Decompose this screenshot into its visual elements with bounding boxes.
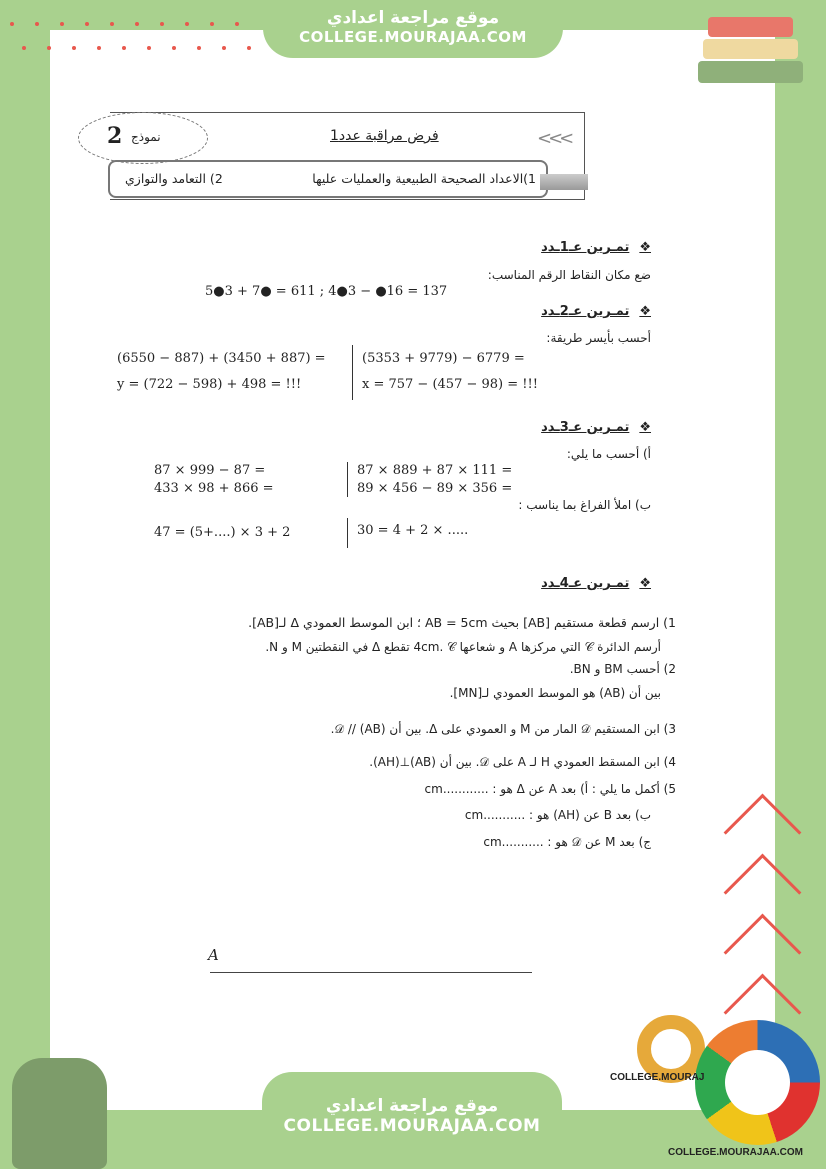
- divider: [352, 345, 353, 400]
- exercise-1-label: تمـرين عـ1ـدد: [541, 240, 630, 255]
- ex3-a-right-1: 87 × 889 + 87 × 111 =: [357, 463, 513, 478]
- ex4-line: ج) بعد M عن 𝒟 هو : ...........cm: [483, 835, 651, 849]
- ex4-line: 2) أحسب BM و BN.: [569, 662, 676, 676]
- decorative-dots: [0, 22, 270, 62]
- ex1-math: 5●3 + 7● = 611 ; 4●3 − ●16 = 137: [205, 284, 448, 299]
- logo-text-small: COLLEGE.MOURAJ: [610, 1072, 705, 1083]
- exercise-4-title: [541, 576, 651, 591]
- model-oval: [78, 112, 208, 164]
- site-url[interactable]: COLLEGE.MOURAJAA.COM: [283, 1116, 541, 1136]
- ex3-b-right: 30 = 4 + 2 × .....: [357, 523, 469, 538]
- model-number: 2: [107, 123, 123, 149]
- topics-box: [108, 160, 548, 198]
- ex4-line: أرسم الدائرة 𝒞 التي مركزها A و شعاعها 4cm. 𝒞 تقطع Δ في النقطتين M و N.: [265, 640, 661, 654]
- backpack-icon: [12, 1058, 107, 1169]
- ex3-a-left-1: 87 × 999 − 87 =: [154, 463, 266, 478]
- ex4-line: بين أن (AB) هو الموسط العمودي لـ[MN].: [449, 686, 661, 700]
- bullet-icon: ❖: [639, 240, 651, 255]
- exercise-4-label: تمـرين عـ4ـدد: [541, 576, 630, 591]
- ex2-instruction: أحسب بأيسر طريقة:: [546, 331, 651, 345]
- topic-1: 1)الاعداد الصحيحة الطبيعية والعمليات عليها: [312, 171, 536, 186]
- site-name-ar: موقع مراجعة اعدادي: [326, 8, 500, 28]
- divider: [347, 462, 348, 497]
- ex4-line: ب) بعد B عن (AH) هو : ...........cm: [464, 808, 651, 822]
- books-icon: [698, 12, 808, 92]
- ex3-a-left-2: 433 × 98 + 866 =: [154, 481, 274, 496]
- ex3-a-right-2: 89 × 456 − 89 × 356 =: [357, 481, 513, 496]
- ray-line: [210, 972, 532, 973]
- exercise-2-label: تمـرين عـ2ـدد: [541, 304, 630, 319]
- ex3-b-left: 47 = (5+....) × 3 + 2: [154, 525, 291, 540]
- arrows-icon: <<<: [537, 128, 571, 149]
- ex2-left-1: (6550 − 887) + (3450 + 887) =: [117, 351, 326, 366]
- ex4-line: 5) أكمل ما يلي : أ) بعد A عن Δ هو : ............cm: [424, 782, 676, 796]
- ex2-right-2: x = 757 − (457 − 98) = !!!: [362, 377, 538, 392]
- ex4-line: 1) ارسم قطعة مستقيم [AB] بحيث AB = 5cm ؛ ابن الموسط العمودي Δ لـ[AB].: [248, 615, 676, 630]
- model-label: نموذج: [131, 130, 161, 144]
- ex4-line: 3) ابن المستقيم 𝒟 المار من M و العمودي على Δ. بين أن (AB) // 𝒟.: [330, 722, 676, 736]
- ex1-instruction: ضع مكان النقاط الرقم المناسب:: [487, 268, 651, 282]
- exercise-1-title: [541, 240, 651, 255]
- site-logo: [695, 1020, 820, 1145]
- exercise-3-label: تمـرين عـ3ـدد: [541, 420, 630, 435]
- site-url[interactable]: COLLEGE.MOURAJAA.COM: [299, 28, 527, 46]
- site-name-ar: موقع مراجعة اعدادي: [325, 1096, 499, 1116]
- bullet-icon: ❖: [639, 576, 651, 591]
- ex4-line: 4) ابن المسقط العمودي H لـ A على 𝒟. بين أن (AB)⊥(AH).: [369, 755, 676, 769]
- topic-2: 2) التعامد والتوازي: [125, 171, 223, 186]
- divider: [347, 518, 348, 548]
- point-a-label: A: [208, 946, 219, 964]
- logo-text: COLLEGE.MOURAJAA.COM: [668, 1147, 803, 1158]
- ex2-left-2: y = (722 − 598) + 498 = !!!: [117, 377, 302, 392]
- header-tab: [540, 174, 588, 190]
- exercise-2-title: [541, 304, 651, 319]
- bullet-icon: ❖: [639, 420, 651, 435]
- exam-title: فرض مراقبة عدد1: [330, 128, 439, 144]
- site-banner-top: [263, 0, 563, 58]
- exercise-3-title: [541, 420, 651, 435]
- site-banner-bottom: [262, 1072, 562, 1169]
- ex3-part-b: ب) املأ الفراغ بما يناسب :: [518, 498, 651, 512]
- ex3-part-a: أ) أحسب ما يلي:: [566, 447, 651, 461]
- bullet-icon: ❖: [639, 304, 651, 319]
- ex2-right-1: (5353 + 9779) − 6779 =: [362, 351, 525, 366]
